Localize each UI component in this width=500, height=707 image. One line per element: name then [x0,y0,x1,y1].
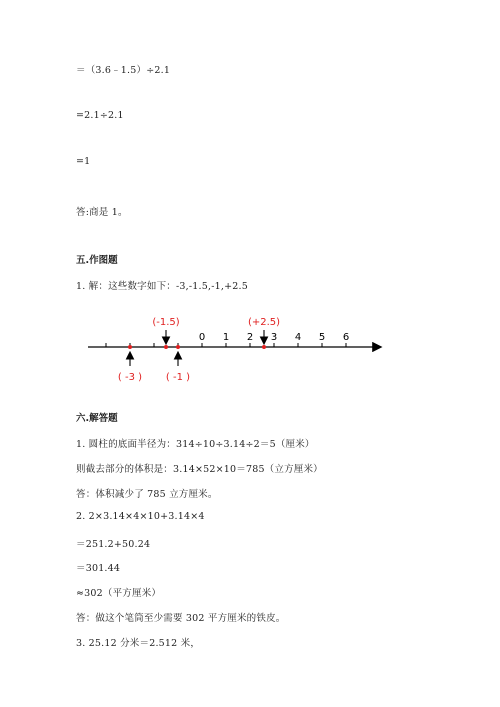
section6-line-2: 则截去部分的体积是：3.14×52×10＝785（立方厘米） [76,464,323,475]
section6-line-8: 答：做这个笔筒至少需要 302 平方厘米的铁皮。 [76,613,286,624]
section4-conclusion: 答:商是 1。 [76,207,128,218]
section5-answer: 1. 解：这些数字如下：-3,-1.5,-1,+2.5 [76,281,248,292]
point-pos2-5 [262,345,266,349]
section4-line-2: =2.1÷2.1 [76,110,124,121]
tick-label-3: 3 [270,332,278,343]
point-neg1-5 [164,345,168,349]
section5-title: 五.作图题 [76,255,118,266]
section6-line-3: 答：体积减少了 785 立方厘米。 [76,489,218,500]
tick-label-0: 0 [198,332,206,343]
tick-label-1: 1 [222,332,230,343]
point-neg1 [176,345,180,349]
label-pos2-5: (+2.5) [247,317,281,328]
label-neg3: ( -3 ) [117,372,143,383]
section6-line-9: 3. 25.12 分米＝2.512 米， [76,638,201,649]
tick-label-6: 6 [342,332,350,343]
tick-label-5: 5 [318,332,326,343]
section4-line-3: =1 [76,156,91,167]
section6-line-7: ≈302（平方厘米） [76,588,162,599]
section6-line-1: 1. 圆柱的底面半径为：314÷10÷3.14÷2＝5（厘米） [76,439,315,450]
section6-line-5: ＝251.2+50.24 [76,539,151,550]
tick-label-4: 4 [294,332,302,343]
section6-line-6: ＝301.44 [76,563,121,574]
label-neg1: ( -1 ) [165,372,191,383]
label-neg1-5: (-1.5) [152,317,180,328]
section4-line-1: ＝（3.6﹣1.5）÷2.1 [76,65,171,76]
section6-title: 六.解答题 [76,413,118,424]
point-neg3 [128,345,132,349]
section6-line-4: 2. 2×3.14×4×10+3.14×4 [76,511,205,522]
number-line-ticks [199,332,349,347]
tick-label-2: 2 [246,332,254,343]
